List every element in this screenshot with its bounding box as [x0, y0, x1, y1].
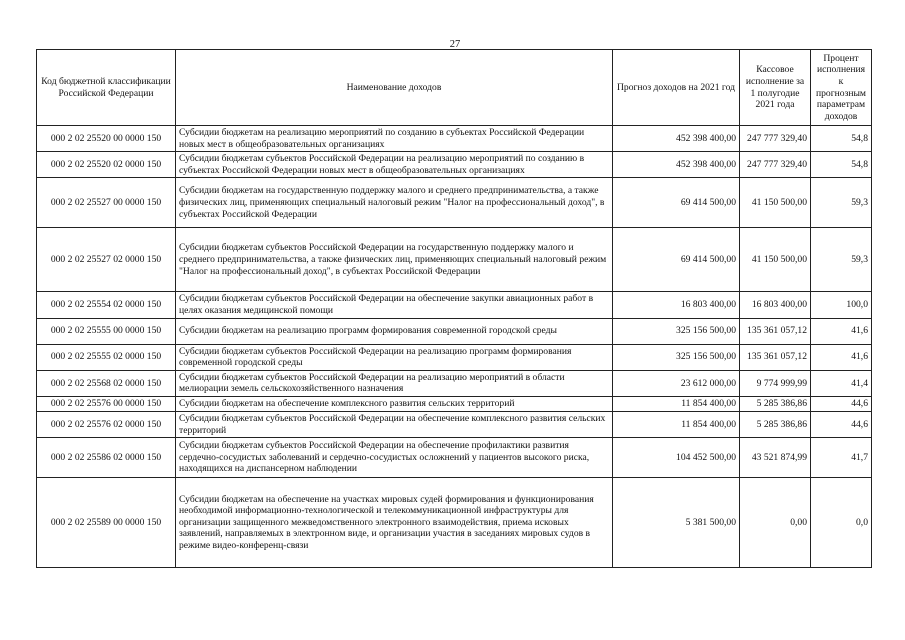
income-name-cell: Субсидии бюджетам субъектов Российской Федерации на реализацию программ формирования современной городской среды	[176, 344, 613, 370]
executed-amount-cell: 9 774 999,99	[740, 370, 811, 396]
forecast-amount-cell: 325 156 500,00	[613, 318, 740, 344]
forecast-amount-cell: 69 414 500,00	[613, 228, 740, 292]
income-name-cell: Субсидии бюджетам субъектов Российской Федерации на обеспечение комплексного развития сельских территорий	[176, 411, 613, 437]
budget-code-cell: 000 2 02 25568 02 0000 150	[37, 370, 176, 396]
table-row	[37, 478, 872, 568]
percent-cell: 41,7	[811, 438, 872, 478]
executed-amount-cell: 41 150 500,00	[740, 178, 811, 228]
budget-code-cell: 000 2 02 25586 02 0000 150	[37, 438, 176, 478]
income-name-cell: Субсидии бюджетам на обеспечение комплексного развития сельских территорий	[176, 396, 613, 411]
forecast-amount-cell: 16 803 400,00	[613, 292, 740, 318]
income-name-cell: Субсидии бюджетам субъектов Российской Федерации на государственную поддержку малого и среднего предпринимательства, а также физических лиц, применяющих специальный налоговый режим "Налог на профессиональный доход", в субъектах Российской Федерации	[176, 228, 613, 292]
percent-cell: 41,4	[811, 370, 872, 396]
budget-code-cell: 000 2 02 25520 02 0000 150	[37, 152, 176, 178]
income-name-cell: Субсидии бюджетам субъектов Российской Федерации на реализацию мероприятий в области мелиорации земель сельскохозяйственного назначения	[176, 370, 613, 396]
header-percent: Процент исполнения к прогнозным параметрам доходов	[811, 50, 872, 126]
executed-amount-cell: 16 803 400,00	[740, 292, 811, 318]
percent-cell: 41,6	[811, 344, 872, 370]
table-row	[37, 152, 872, 178]
budget-code-cell: 000 2 02 25527 02 0000 150	[37, 228, 176, 292]
income-name-cell: Субсидии бюджетам на обеспечение на участках мировых судей формирования и функционирования необходимой информационно-технологической и телекоммуникационной инфраструктуры для организации защищенного межведомственного электронного взаимодействия, приема исковых заявлений, направляемых в электронном виде, и организации участия в заседаниях мировых судов в режиме видео-конференц-связи	[176, 478, 613, 568]
budget-code-cell: 000 2 02 25555 00 0000 150	[37, 318, 176, 344]
forecast-amount-cell: 69 414 500,00	[613, 178, 740, 228]
table-row	[37, 411, 872, 437]
forecast-amount-cell: 11 854 400,00	[613, 411, 740, 437]
executed-amount-cell: 135 361 057,12	[740, 318, 811, 344]
budget-code-cell: 000 2 02 25527 00 0000 150	[37, 178, 176, 228]
forecast-amount-cell: 325 156 500,00	[613, 344, 740, 370]
forecast-amount-cell: 452 398 400,00	[613, 152, 740, 178]
percent-cell: 54,8	[811, 126, 872, 152]
percent-cell: 54,8	[811, 152, 872, 178]
budget-income-table	[36, 49, 872, 568]
forecast-amount-cell: 23 612 000,00	[613, 370, 740, 396]
executed-amount-cell: 247 777 329,40	[740, 126, 811, 152]
income-name-cell: Субсидии бюджетам на государственную поддержку малого и среднего предпринимательства, а также физических лиц, применяющих специальный налоговый режим "Налог на профессиональный доход", в субъектах Российской Федерации	[176, 178, 613, 228]
executed-amount-cell: 247 777 329,40	[740, 152, 811, 178]
header-name: Наименование доходов	[176, 50, 613, 126]
executed-amount-cell: 135 361 057,12	[740, 344, 811, 370]
table-body	[37, 126, 872, 568]
percent-cell: 59,3	[811, 178, 872, 228]
table-header-row	[37, 50, 872, 126]
executed-amount-cell: 5 285 386,86	[740, 411, 811, 437]
budget-code-cell: 000 2 02 25576 02 0000 150	[37, 411, 176, 437]
header-code: Код бюджетной классификации Российской Федерации	[37, 50, 176, 126]
income-name-cell: Субсидии бюджетам на реализацию мероприятий по созданию в субъектах Российской Федерации новых мест в общеобразовательных организациях	[176, 126, 613, 152]
percent-cell: 0,0	[811, 478, 872, 568]
table-row	[37, 396, 872, 411]
page-number: 27	[449, 39, 461, 50]
header-executed: Кассовое исполнение за 1 полугодие 2021 года	[740, 50, 811, 126]
table-row	[37, 318, 872, 344]
budget-code-cell: 000 2 02 25520 00 0000 150	[37, 126, 176, 152]
forecast-amount-cell: 104 452 500,00	[613, 438, 740, 478]
budget-code-cell: 000 2 02 25555 02 0000 150	[37, 344, 176, 370]
income-name-cell: Субсидии бюджетам субъектов Российской Федерации на обеспечение закупки авиационных работ в целях оказания медицинской помощи	[176, 292, 613, 318]
income-name-cell: Субсидии бюджетам субъектов Российской Федерации на реализацию мероприятий по созданию в субъектах Российской Федерации новых мест в общеобразовательных организациях	[176, 152, 613, 178]
executed-amount-cell: 43 521 874,99	[740, 438, 811, 478]
forecast-amount-cell: 452 398 400,00	[613, 126, 740, 152]
table-row	[37, 178, 872, 228]
table-row	[37, 228, 872, 292]
forecast-amount-cell: 5 381 500,00	[613, 478, 740, 568]
forecast-amount-cell: 11 854 400,00	[613, 396, 740, 411]
table-row	[37, 438, 872, 478]
percent-cell: 59,3	[811, 228, 872, 292]
table-row	[37, 344, 872, 370]
percent-cell: 100,0	[811, 292, 872, 318]
percent-cell: 41,6	[811, 318, 872, 344]
executed-amount-cell: 5 285 386,86	[740, 396, 811, 411]
percent-cell: 44,6	[811, 396, 872, 411]
table-row	[37, 370, 872, 396]
budget-code-cell: 000 2 02 25576 00 0000 150	[37, 396, 176, 411]
budget-code-cell: 000 2 02 25554 02 0000 150	[37, 292, 176, 318]
executed-amount-cell: 41 150 500,00	[740, 228, 811, 292]
percent-cell: 44,6	[811, 411, 872, 437]
income-name-cell: Субсидии бюджетам на реализацию программ формирования современной городской среды	[176, 318, 613, 344]
executed-amount-cell: 0,00	[740, 478, 811, 568]
budget-code-cell: 000 2 02 25589 00 0000 150	[37, 478, 176, 568]
income-name-cell: Субсидии бюджетам субъектов Российской Федерации на обеспечение профилактики развития сердечно-сосудистых заболеваний и сердечно-сосудистых осложнений у пациентов высокого риска, находящихся на диспансерном наблюдении	[176, 438, 613, 478]
table-row	[37, 126, 872, 152]
header-forecast: Прогноз доходов на 2021 год	[613, 50, 740, 126]
table-row	[37, 292, 872, 318]
